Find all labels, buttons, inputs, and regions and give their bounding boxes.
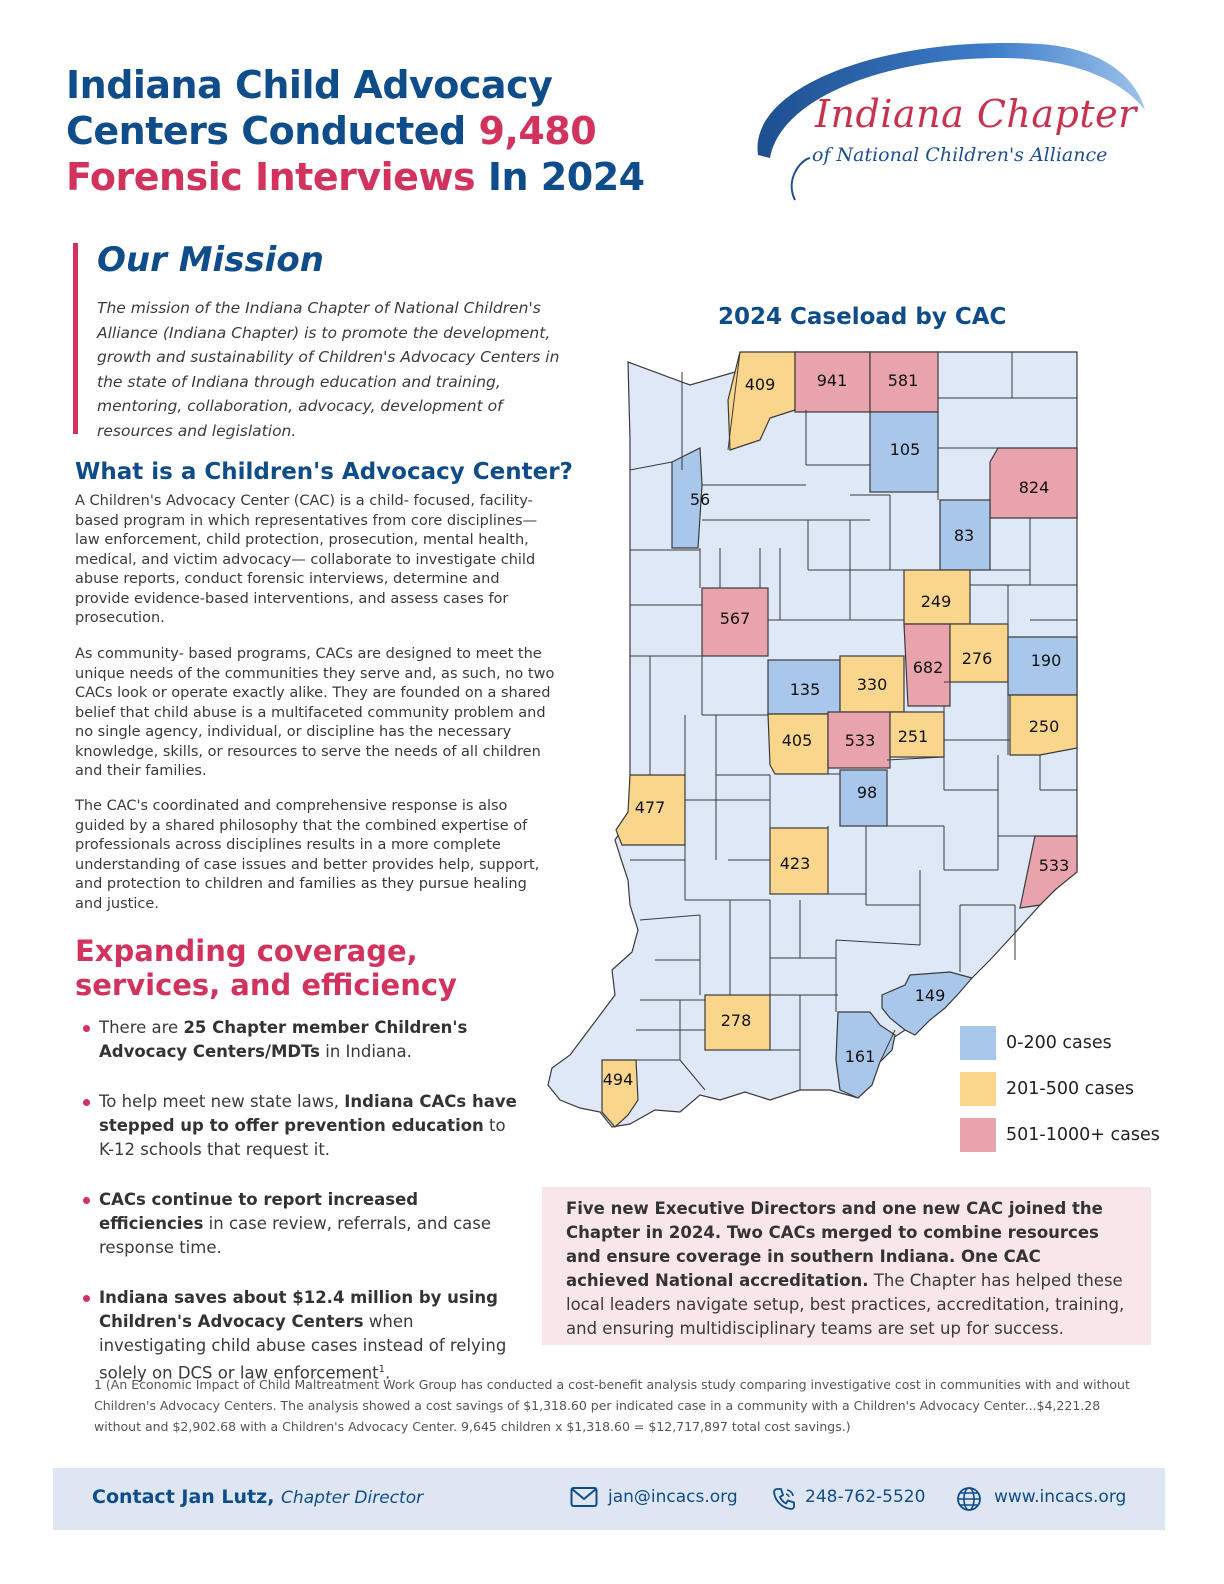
b2-bold: Indiana CACs have stepped up to offer prevention education (99, 1092, 517, 1135)
contact-role: Chapter Director (281, 1488, 424, 1508)
county-value-label: 533 (844, 731, 876, 750)
title-line-3 (66, 154, 706, 200)
contact-name (92, 1486, 423, 1508)
county-value-label: 149 (914, 986, 946, 1005)
county-value-label: 405 (781, 731, 813, 750)
callout-text: The Chapter has helped these local leaders navigate setup, best practices, accreditation, training, and ensuring multidisciplinary teams are set up for success. (566, 1271, 1125, 1338)
page-title (66, 62, 706, 200)
indiana-county-map (540, 340, 1100, 1140)
callout-bold: Five new Executive Directors and one new CAC joined the Chapter in 2024. Two CACs merged to combine resources and ensure coverage in southern Indiana. One CAC achieved National accreditation. (566, 1199, 1103, 1290)
title-line-2 (66, 108, 706, 154)
county-value-label: 98 (856, 783, 878, 802)
county-value-label: 567 (719, 609, 751, 628)
county-value-label: 83 (953, 526, 975, 545)
phone-number[interactable]: 248-762-5520 (805, 1487, 926, 1507)
county-value-label: 494 (602, 1070, 634, 1089)
county-value-label: 251 (897, 727, 929, 746)
what-is-paragraph-2: As community- based programs, CACs are designed to meet the unique needs of the communities they serve and, as such, no two CACs look or operate exactly alike. They are founded on a shared belief that child abuse is a multifaceted community problem and no single agency, individual, or discipline has the necessary knowledge, skills, or resources to serve the needs of all children and their families. (75, 646, 555, 779)
interview-count: 9,480 (478, 109, 597, 153)
county-value-label: 330 (856, 675, 888, 694)
legend-item (960, 1118, 1220, 1154)
contact-phone[interactable] (771, 1486, 951, 1512)
email-link[interactable]: jan@incacs.org (608, 1487, 738, 1507)
list-item (83, 1286, 523, 1386)
contact-website[interactable] (956, 1486, 1156, 1512)
county-value-label: 682 (912, 658, 944, 677)
legend-label: 501-1000+ cases (1006, 1125, 1160, 1145)
county-value-label: 249 (920, 592, 952, 611)
b3-bold: CACs continue to report increased efficiencies (99, 1190, 419, 1233)
county-value-label: 190 (1030, 651, 1062, 670)
footnote-ref: 1 (378, 1364, 386, 1375)
expanding-heading: Expanding coverage, services, and efficiency (75, 934, 457, 1002)
legend-label: 0-200 cases (1006, 1033, 1112, 1053)
b3-post: in case review, referrals, and case response time. (99, 1214, 491, 1257)
mission-text: The mission of the Indiana Chapter of National Children's Alliance (Indiana Chapter) is to promote the development, growth and sustainability of Children's Advocacy Centers in the state of Indiana through education and training, mentoring, collaboration, advocacy, development of resources and legislation. (97, 299, 560, 440)
what-is-heading: What is a Children's Advocacy Center? (75, 459, 573, 485)
what-is-paragraph-1: A Children's Advocacy Center (CAC) is a child- focused, facility-based program in which representatives from core disciplines—law enforcement, child protection, prosecution, mental health, medical, and victim advocacy— collaborate to investigate child abuse reports, conduct forensic interviews, determine and provide evidence-based interventions, and assess cases for prosecution. (75, 493, 538, 626)
county-value-label: 105 (889, 440, 921, 459)
legend-swatch (960, 1118, 996, 1152)
b2-post: to K-12 schools that request it. (99, 1116, 506, 1159)
county-value-label: 161 (844, 1047, 876, 1066)
list-item (83, 1090, 523, 1162)
list-item (83, 1016, 523, 1064)
website-link[interactable]: www.incacs.org (994, 1487, 1127, 1507)
legend-item (960, 1072, 1220, 1108)
b1-pre: There are (99, 1018, 184, 1037)
b1-post: in Indiana. (319, 1042, 412, 1061)
title-year: In 2024 (475, 155, 645, 199)
county-value-label: 276 (961, 649, 993, 668)
b4-end: . (385, 1363, 391, 1383)
county-value-label: 824 (1018, 478, 1050, 497)
b2-pre: To help meet new state laws, (99, 1092, 345, 1111)
legend-swatch (960, 1026, 996, 1060)
mission-accent-bar (73, 243, 78, 434)
county-value-label: 423 (779, 854, 811, 873)
logo-title: Indiana Chapter (815, 92, 1137, 136)
list-item (83, 1188, 523, 1260)
phone-icon (771, 1486, 797, 1512)
contact-email[interactable] (570, 1486, 770, 1512)
county-value-label: 533 (1038, 856, 1070, 875)
contact-person: Contact Jan Lutz, (92, 1486, 275, 1508)
county-value-label: 941 (816, 371, 848, 390)
county-value-label: 581 (887, 371, 919, 390)
b1-bold: 25 Chapter member Children's Advocacy Centers/MDTs (99, 1018, 468, 1061)
footnote: 1 (An Economic Impact of Child Maltreatment Work Group has conducted a cost-benefit analysis study comparing investigative cost in communities with and without Children's Advocacy Centers. The analysis showed a cost savings of $1,318.60 per indicated case in a community with a Children's Advocacy Center...$4,221.28 without and $2,902.68 with a Children's Advocacy Center. 9,645 children x $1,318.60 = $12,717,897 total cost savings.) (94, 1377, 1130, 1434)
map-title: 2024 Caseload by CAC (718, 304, 1007, 330)
mission-heading: Our Mission (97, 240, 324, 280)
expanding-list (83, 1016, 523, 1412)
news-callout (542, 1187, 1151, 1345)
county-value-label: 56 (689, 490, 711, 509)
contact-bar (53, 1468, 1165, 1530)
legend-item (960, 1026, 1220, 1062)
title-line-1: Indiana Child Advocacy (66, 63, 553, 107)
b4-bold: Indiana saves about $12.4 million by using Children's Advocacy Centers (99, 1288, 498, 1331)
legend-label: 201-500 cases (1006, 1079, 1135, 1099)
legend-swatch (960, 1072, 996, 1106)
globe-icon (956, 1486, 982, 1512)
county-value-label: 477 (634, 798, 666, 817)
title-highlight: Forensic Interviews (66, 155, 476, 199)
title-line-2-text: Centers Conducted (66, 109, 479, 153)
logo-subtitle: of National Children's Alliance (812, 144, 1108, 166)
county-value-label: 278 (720, 1011, 752, 1030)
b4-post: when investigating child abuse cases instead of relying solely on DCS or law enforcement (99, 1312, 507, 1383)
envelope-icon (570, 1486, 598, 1508)
what-is-paragraph-3: The CAC's coordinated and comprehensive response is also guided by a shared philosophy that the combined expertise of professionals across disciplines results in a more complete understanding of case issues and better provides help, support, and protection to children and families as they pursue healing and justice. (75, 798, 540, 912)
county-value-label: 409 (744, 375, 776, 394)
county-value-label: 135 (789, 680, 821, 699)
county-value-label: 250 (1028, 717, 1060, 736)
